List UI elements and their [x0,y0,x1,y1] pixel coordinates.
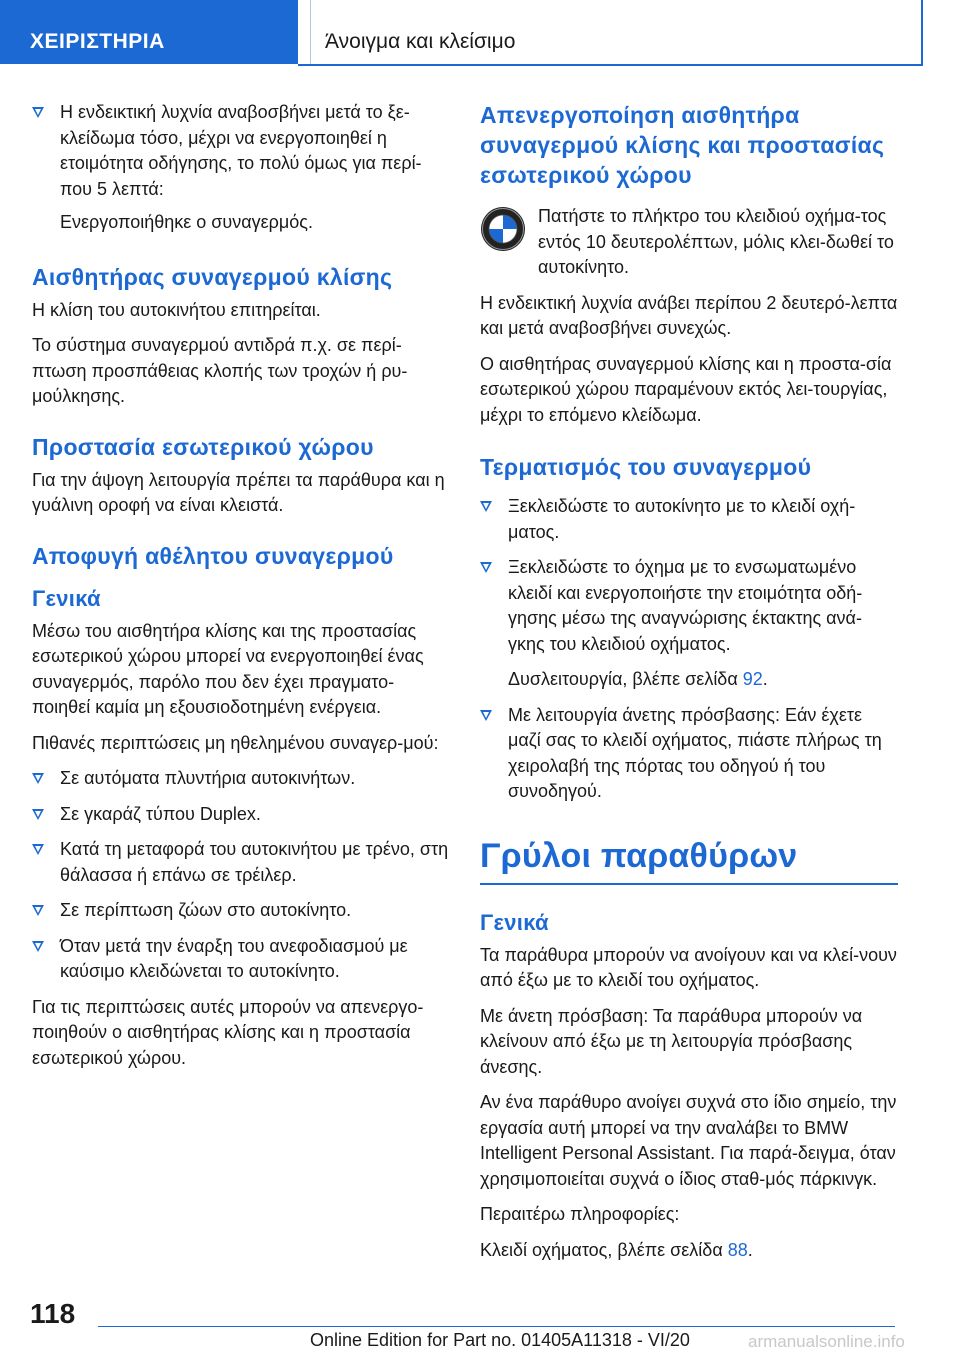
paragraph: Για τις περιπτώσεις αυτές μπορούν να απενεργο‐ποιηθούν ο αισθητήρας κλίσης και η προστασία εσωτερικού χώρου. [32,996,424,1068]
triangle-bullet-icon [480,710,492,721]
chapter-title: Άνοιγμα και κλείσιμο [325,30,516,53]
list-item: Σε γκαράζ τύπου Duplex. [32,802,450,828]
triangle-bullet-icon [32,941,44,952]
paragraph: Πιθανές περιπτώσεις μη ηθελημένου συναγερ‐μού: [32,732,439,753]
list-item: Σε περίπτωση ζώων στο αυτοκίνητο. [32,898,450,924]
paragraph: Για την άψογη λειτουργία πρέπει τα παράθυρα και η γυάλινη οροφή να είναι κλειστά. [32,469,445,515]
bullet-result: Ενεργοποιήθηκε ο συναγερμός. [60,212,313,232]
heading-avoid-false-alarm: Αποφυγή αθέλητου συναγερμού [32,542,394,569]
subheading-general: Γενικά [32,585,101,611]
paragraph: Η κλίση του αυτοκινήτου επιτηρείται. [32,299,321,320]
cross-reference: Δυσλειτουργία, βλέπε σελίδα 92. [508,669,768,689]
heading-window-lifts: Γρύλοι παραθύρων [480,836,798,875]
triangle-bullet-icon [32,905,44,916]
paragraph: Μέσω του αισθητήρα κλίσης και της προστασίας εσωτερικού χώρου μπορεί να ενεργοποιηθεί ένας συναγερμός, παρόλο που δεν έχει πραγματο‐ποιηθεί καμία μη εξουσιοδοτημένη ενέργεια. [32,620,424,717]
list-item: Με λειτουργία άνετης πρόσβασης: Εάν έχετε μαζί σας το κλειδί οχήματος, πιάστε πλήρως τη χειρολαβή της πόρτας του οδηγού ή του συνοδηγού. [480,703,898,805]
triangle-bullet-icon [32,107,44,118]
section-tab: ΧΕΙΡΙΣΤΗΡΙΑ [0,0,298,64]
list-item: Ξεκλειδώστε το όχημα με το ενσωματωμένο κλειδί και ενεργοποιήστε την ετοιμότητα οδή‐γησης μέσω της αναγνώρισης έκτακτης ανά‐γκης του κλειδιού οχήματος. [480,555,898,657]
triangle-bullet-icon [480,562,492,573]
bmw-logo-icon [480,206,526,252]
list-item: Σε αυτόματα πλυντήρια αυτοκινήτων. [32,766,450,792]
paragraph: Τα παράθυρα μπορούν να ανοίγουν και να κλεί‐νουν από έξω με το κλειδί του οχήματος. [480,944,897,990]
triangle-bullet-icon [32,844,44,855]
footer-rule [98,1326,895,1327]
heading-tilt-sensor: Αισθητήρας συναγερμού κλίσης [32,263,393,290]
right-column [480,100,898,1273]
heading-interior-protection: Προστασία εσωτερικού χώρου [32,433,374,460]
list-item: Η ενδεικτική λυχνία αναβοσβήνει μετά το ξε‐κλείδωμα τόσο, μέχρι να ενεργοποιηθεί η ετοιμότητα οδήγησης, το πολύ όμως για περί‐που 5 λεπτά: [32,100,450,202]
page-link-88[interactable]: 88 [727,1239,748,1260]
chapter-heading-windows [480,835,898,885]
edition-text: Online Edition for Part no. 01405A11318 - VI/20 [310,1330,690,1350]
watermark: armanualsonline.info [748,1332,905,1351]
left-column [32,100,450,1081]
list-item: Κατά τη μεταφορά του αυτοκινήτου με τρένο, στη θάλασσα ή επάνω σε τρέιλερ. [32,837,450,888]
paragraph-with-icon: Πατήστε το πλήκτρο του κλειδιού οχήμα‐τος εντός 10 δευτερολέπτων, μόλις κλει‐δωθεί το αυτοκίνητο. [480,204,898,281]
paragraph: Με άνετη πρόσβαση: Τα παράθυρα μπορούν να κλείνουν από έξω με τη λειτουργία πρόσβασης άνεσης. [480,1005,863,1077]
heading-end-alarm: Τερματισμός του συναγερμού [480,454,812,480]
paragraph: Η ενδεικτική λυχνία ανάβει περίπου 2 δευτερό‐λεπτα και μετά αναβοσβήνει συνεχώς. [480,292,898,338]
header-divider [310,0,311,64]
header-rule [298,64,923,66]
triangle-bullet-icon [32,809,44,820]
paragraph: Περαιτέρω πληροφορίες: [480,1204,680,1224]
header-edge [921,0,923,66]
page-link-92[interactable]: 92 [742,669,763,689]
heading-deactivate-sensors: Απενεργοποίηση αισθητήρα συναγερμού κλίσης και προστασίας εσωτερικού χώρου [480,102,885,188]
cross-reference: Κλειδί οχήματος, βλέπε σελίδα 88. [480,1239,753,1260]
paragraph: Το σύστημα συναγερμού αντιδρά π.χ. σε περί‐πτωση προσπάθειας κλοπής των τροχών ή ρυ‐μούλκησης. [32,335,408,406]
heading-rule [480,883,898,885]
triangle-bullet-icon [480,501,492,512]
subheading-general: Γενικά [480,909,549,935]
paragraph: Αν ένα παράθυρο ανοίγει συχνά στο ίδιο σημείο, την εργασία αυτή μπορεί να την αναλάβει το BMW Intelligent Personal Assistant. Για παρά‐δειγμα, όταν χρησιμοποιείται συχνά ο ίδιος σταθ‐μός πάρκινγκ. [480,1092,897,1189]
list-item: Ξεκλειδώστε το αυτοκίνητο με το κλειδί οχή‐ματος. [480,494,898,545]
paragraph: Ο αισθητήρας συναγερμού κλίσης και η προστα‐σία εσωτερικού χώρου παραμένουν εκτός λει‐τουργίας, μέχρι το επόμενο κλείδωμα. [480,353,892,425]
page-header [0,0,960,66]
list-item: Όταν μετά την έναρξη του ανεφοδιασμού με καύσιμο κλειδώνεται το αυτοκίνητο. [32,934,450,985]
triangle-bullet-icon [32,773,44,784]
page-number: 118 [30,1298,76,1329]
